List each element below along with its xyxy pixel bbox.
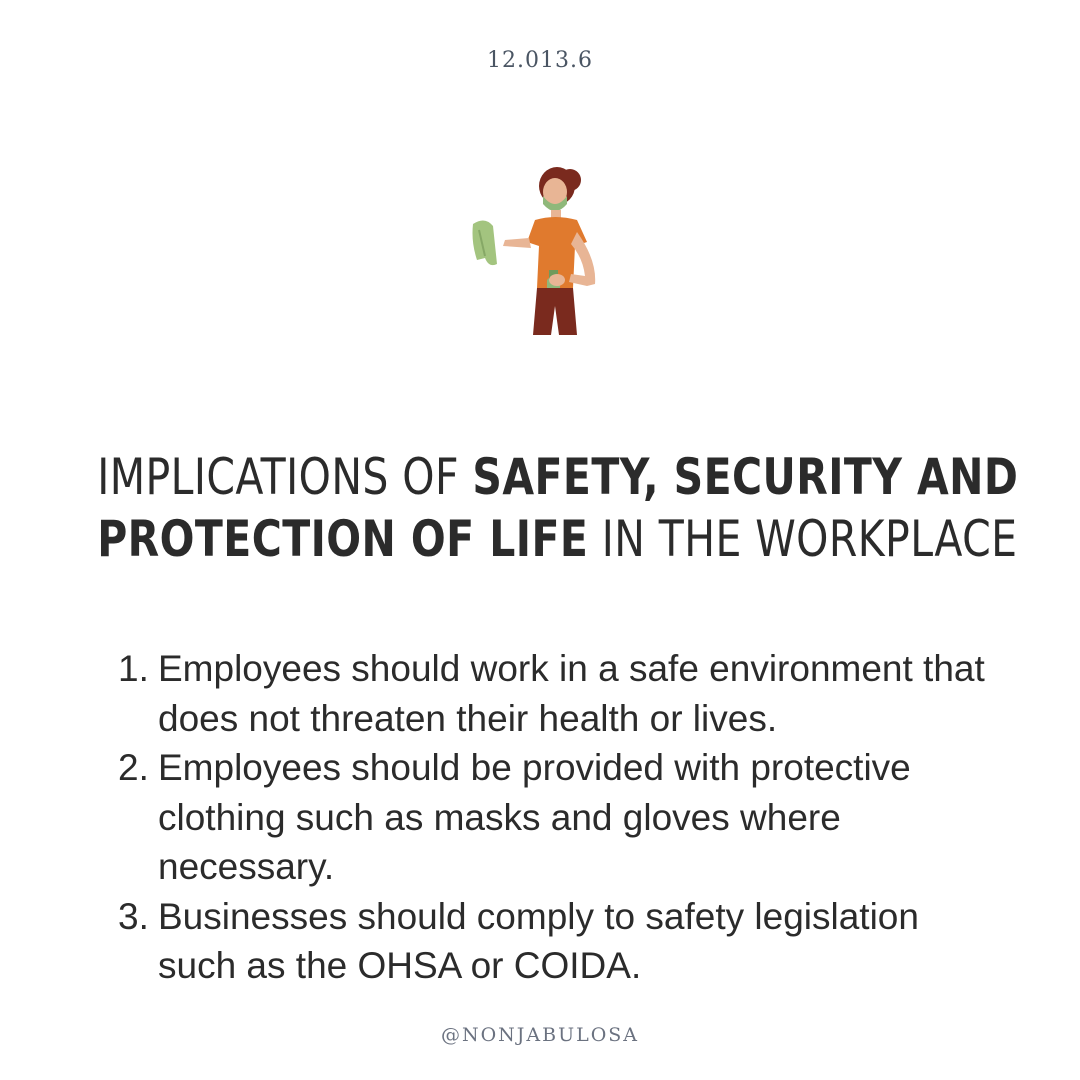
- list-item-number: 3.: [118, 895, 149, 937]
- list-item-number: 2.: [118, 747, 149, 788]
- list-item: [118, 644, 998, 743]
- page-title: [97, 446, 1019, 570]
- author-handle: @NONJABULOSA: [440, 1024, 640, 1046]
- title-part-2: SAFETY, SECURITY AND: [472, 448, 1019, 506]
- implications-list: [118, 644, 998, 991]
- list-item: [118, 743, 998, 892]
- list-item-text: Employees should be provided with protective clothing such as masks and gloves where necessary.: [158, 747, 911, 887]
- title-part-1: IMPLICATIONS OF: [97, 448, 473, 506]
- list-item-number: 1.: [118, 648, 149, 689]
- title-part-4: IN THE WORKPLACE: [588, 510, 1018, 568]
- list-item: [118, 892, 998, 991]
- section-code: 12.013.6: [487, 48, 593, 73]
- title-part-3: PROTECTION OF LIFE: [97, 510, 589, 568]
- woman-cleaning-with-mask-icon: [465, 160, 615, 335]
- list-item-text: Employees should work in a safe environment that does not threaten their health or lives.: [158, 648, 985, 739]
- list-item-text: Businesses should comply to safety legislation such as the OHSA or COIDA.: [158, 895, 919, 986]
